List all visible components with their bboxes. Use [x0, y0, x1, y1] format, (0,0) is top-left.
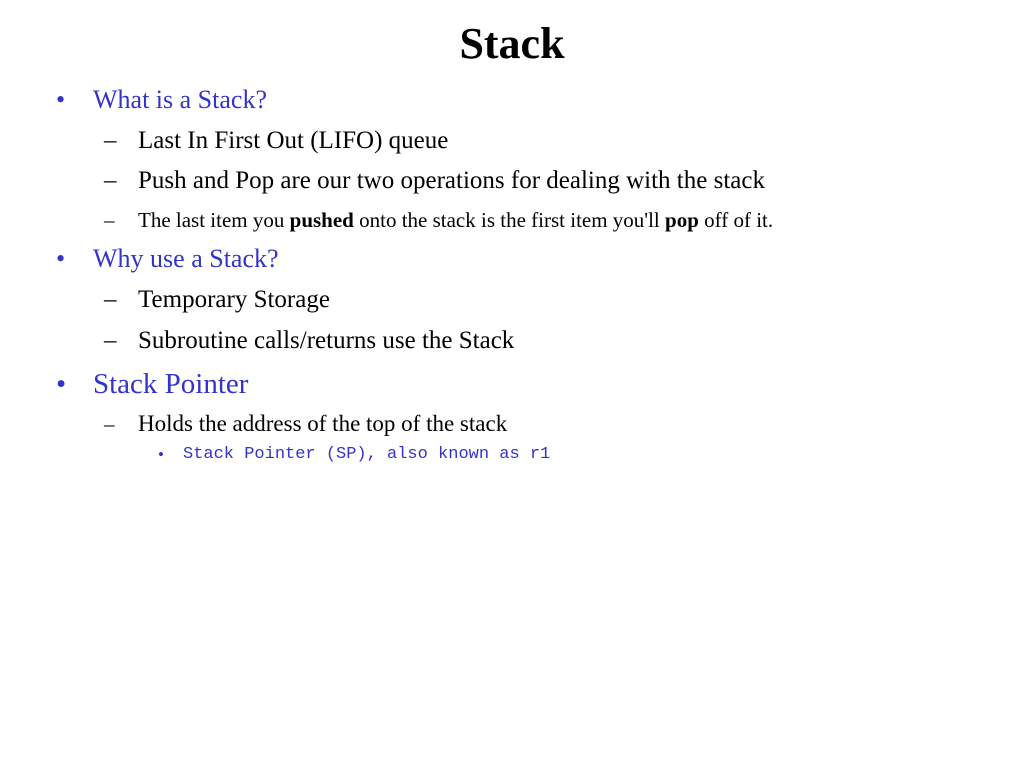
text-part: off of it. — [698, 208, 774, 232]
subitem-text — [138, 207, 773, 233]
dash-marker: – — [104, 127, 117, 154]
bullet-marker: • — [56, 244, 66, 273]
emphasis-pop: pop — [665, 208, 699, 232]
bullet-marker: • — [56, 368, 67, 400]
dash-marker: – — [104, 412, 115, 436]
dash-marker: – — [104, 208, 115, 232]
dash-marker: – — [104, 167, 117, 194]
subitem-text: Temporary Storage — [138, 286, 330, 313]
slide-title: Stack — [459, 19, 565, 68]
subitem-text: Push and Pop are our two operations for dealing with the stack — [138, 167, 765, 194]
subitem-text: Holds the address of the top of the stack — [138, 411, 508, 436]
subitem-text: Last In First Out (LIFO) queue — [138, 127, 449, 154]
subitem-text: Subroutine calls/returns use the Stack — [138, 327, 515, 354]
bullet-text: What is a Stack? — [93, 85, 267, 114]
bullet-text: Stack Pointer — [93, 368, 249, 400]
dash-marker: – — [104, 327, 117, 354]
bullet-marker: • — [56, 85, 66, 114]
subsubitem-text: Stack Pointer (SP), also known as r1 — [183, 445, 551, 464]
text-part: onto the stack is the first item you'll — [353, 208, 666, 232]
bullet-marker: • — [158, 445, 164, 464]
text-part: The last item you — [138, 208, 290, 232]
emphasis-pushed: pushed — [289, 208, 354, 232]
bullet-text: Why use a Stack? — [93, 244, 279, 273]
dash-marker: – — [104, 286, 117, 313]
